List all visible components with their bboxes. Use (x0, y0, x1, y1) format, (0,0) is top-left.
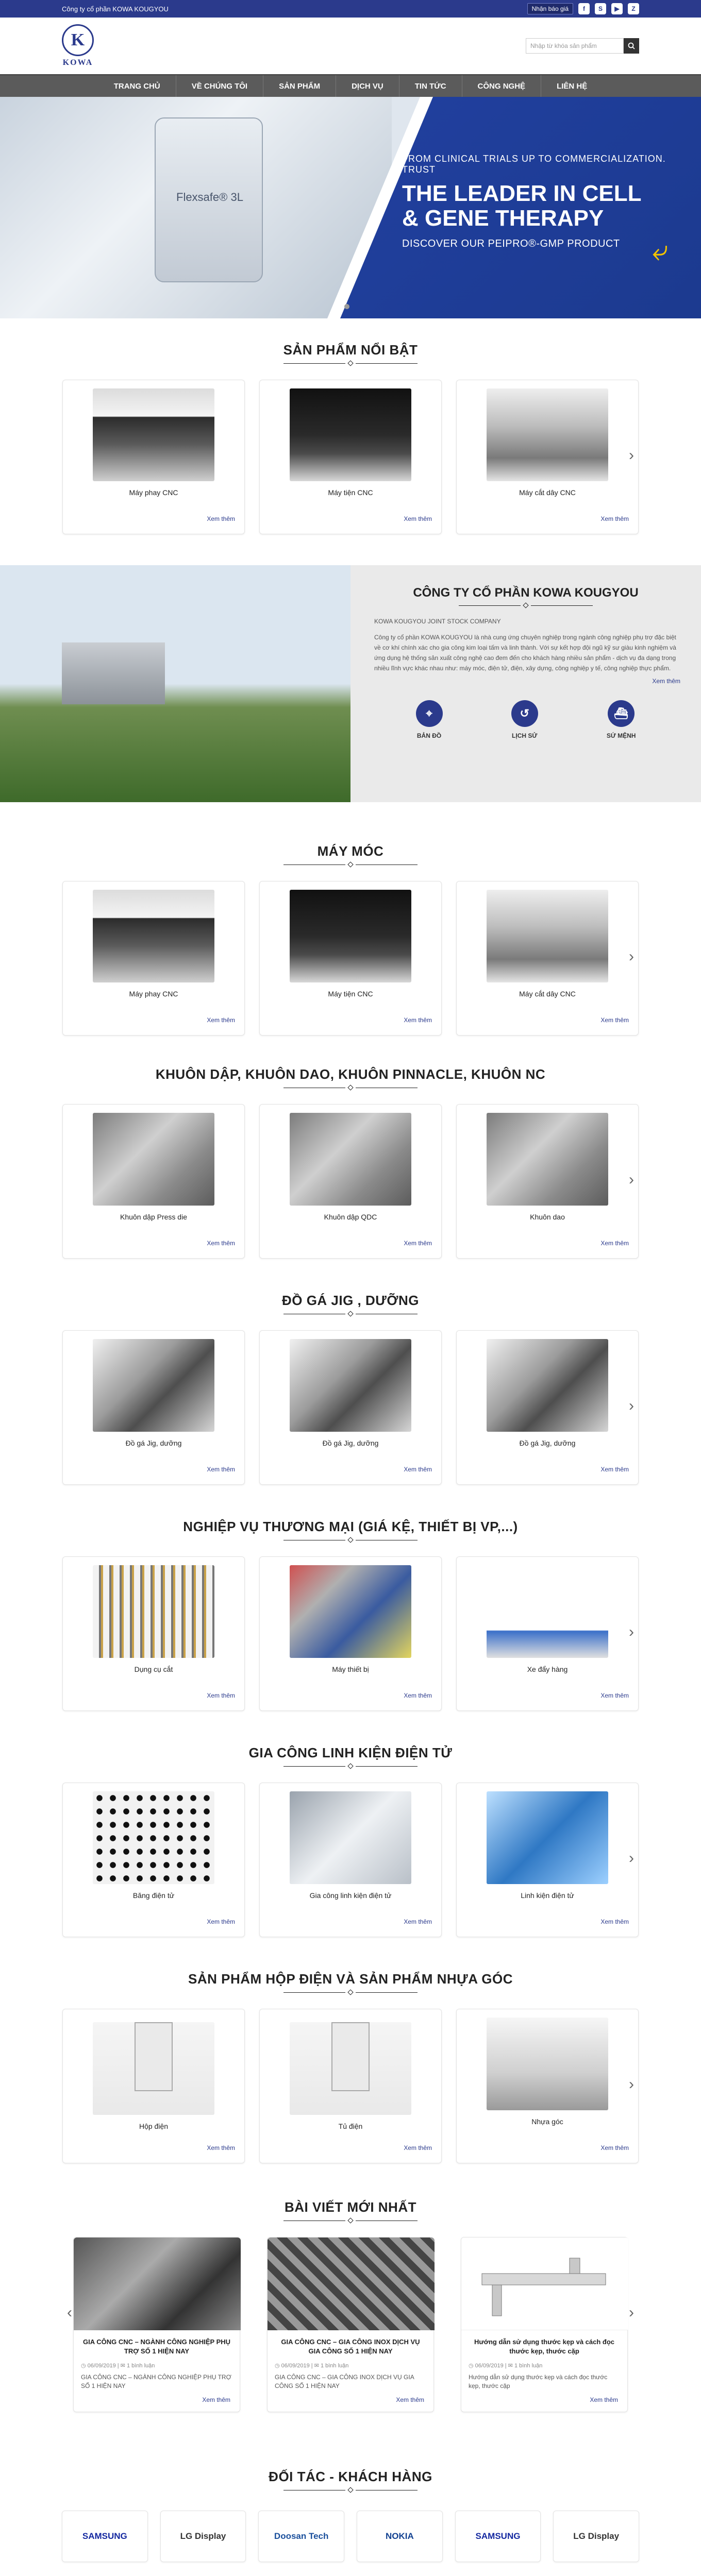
divider (62, 1990, 639, 1994)
ship-icon: ⛴ (608, 700, 635, 727)
product-more-link[interactable]: Xem thêm (600, 1016, 629, 1024)
product-card[interactable] (259, 1104, 442, 1259)
youtube-icon[interactable]: ▶ (611, 3, 623, 14)
company-section (0, 565, 701, 802)
company-features (381, 700, 670, 739)
section-title: NGHIỆP VỤ THƯƠNG MẠI (GIÁ KỆ, THIẾT BỊ VP,...) (183, 1519, 518, 1534)
news-card-title[interactable]: GIA CÔNG CNC – NGÀNH CÔNG NGHIỆP PHỤ TRỢ SỐ 1 HIỆN NAY (82, 2338, 231, 2355)
news-more-link[interactable]: Xem thêm (590, 2396, 618, 2403)
product-section (62, 1293, 639, 1485)
partner-logo[interactable]: NOKIA (357, 2511, 443, 2562)
feature-label: LỊCH SỬ (512, 732, 538, 739)
product-carousel (62, 380, 639, 534)
news-meta: ◷ 06/09/2019 | ✉ 1 bình luận (469, 2363, 543, 2369)
news-excerpt: GIA CÔNG CNC – GIA CÔNG INOX DỊCH VỤ GIA CÔNG SỐ 1 HIỆN NAY (275, 2374, 414, 2389)
product-section (62, 843, 639, 1036)
nav-item-about[interactable]: VỀ CHÚNG TÔI (176, 75, 263, 97)
chevron-right-icon[interactable]: › (629, 1850, 634, 1867)
chevron-right-icon[interactable]: › (629, 948, 634, 965)
section-title: KHUÔN DẬP, KHUÔN DAO, KHUÔN PINNACLE, KHUÔN NC (155, 1066, 546, 1082)
divider (62, 2218, 639, 2223)
news-image (268, 2238, 435, 2330)
news-excerpt: Hướng dẫn sử dụng thước kẹp và cách đọc thước kẹp, thước cặp (469, 2374, 608, 2389)
product-name[interactable]: Đồ gá Jig, dưỡng (125, 1439, 182, 1447)
product-name[interactable]: Khuôn dập Press die (120, 1213, 187, 1221)
product-image (93, 890, 214, 982)
divider (62, 862, 639, 867)
chevron-right-icon[interactable]: › (629, 1397, 634, 1414)
product-name[interactable]: Máy cắt dây CNC (519, 990, 576, 998)
product-image (290, 2022, 411, 2115)
product-image (487, 890, 608, 982)
hero-banner[interactable] (0, 97, 701, 318)
company-subtitle: KOWA KOUGYOU JOINT STOCK COMPANY (374, 618, 501, 625)
product-card[interactable] (456, 881, 639, 1036)
curved-arrow-icon: ⤶ (652, 234, 669, 266)
quote-button[interactable]: Nhận báo giá (527, 3, 573, 14)
news-card-title[interactable]: GIA CÔNG CNC – GIA CÔNG INOX DỊCH VỤ GIA CÔNG SỐ 1 HIỆN NAY (281, 2338, 420, 2355)
product-more-link[interactable]: Xem thêm (404, 1918, 432, 1925)
news-image (461, 2238, 628, 2330)
product-more-link[interactable]: Xem thêm (207, 1240, 235, 1247)
product-card[interactable] (456, 1556, 639, 1711)
product-image (487, 1339, 608, 1432)
product-name[interactable]: Khuôn dao (530, 1213, 565, 1221)
product-card[interactable] (62, 1104, 245, 1259)
company-image (0, 565, 350, 802)
product-card[interactable] (456, 1104, 639, 1259)
top-bar (0, 0, 701, 18)
news-card-title[interactable]: Hướng dẫn sử dụng thước kẹp và cách đọc thước kẹp, thước cặp (474, 2338, 615, 2355)
header (0, 18, 701, 74)
product-image (93, 1339, 214, 1432)
company-title: CÔNG TY CỔ PHẦN KOWA KOUGYOU (413, 586, 639, 600)
product-card[interactable] (259, 1783, 442, 1937)
product-name[interactable]: Đồ gá Jig, dưỡng (519, 1439, 576, 1447)
product-name[interactable]: Xe đẩy hàng (527, 1665, 568, 1673)
news-section (0, 2199, 701, 2412)
history-icon: ↺ (511, 700, 538, 727)
product-section (62, 1745, 639, 1937)
product-more-link[interactable]: Xem thêm (207, 1918, 235, 1925)
product-name[interactable]: Gia công linh kiện điện tử (309, 1891, 392, 1900)
section-title: ĐỒ GÁ JIG , DƯỠNG (281, 1293, 420, 1308)
product-more-link[interactable]: Xem thêm (404, 1016, 432, 1024)
product-image (487, 2018, 608, 2110)
product-name[interactable]: Máy phay CNC (129, 990, 178, 998)
product-more-link[interactable]: Xem thêm (404, 2144, 432, 2151)
product-name[interactable]: Băng điện tử (132, 1891, 175, 1900)
product-more-link[interactable]: Xem thêm (404, 1692, 432, 1699)
product-more-link[interactable]: Xem thêm (600, 1466, 629, 1473)
product-image (93, 1565, 214, 1658)
chevron-right-icon[interactable]: › (629, 2076, 634, 2093)
product-carousel (62, 881, 639, 1036)
hero-bag-image (155, 117, 263, 282)
main-nav (0, 74, 701, 97)
feature-label: SỨ MỆNH (606, 732, 636, 739)
chevron-right-icon[interactable]: › (629, 2304, 634, 2321)
divider (62, 361, 639, 365)
product-more-link[interactable]: Xem thêm (207, 2144, 235, 2151)
product-carousel (62, 1556, 639, 1711)
product-name[interactable]: Máy tiện CNC (328, 990, 373, 998)
skype-icon[interactable]: S (595, 3, 606, 14)
partners-title: ĐỐI TÁC - KHÁCH HÀNG (269, 2469, 432, 2484)
product-card[interactable] (456, 2009, 639, 2163)
product-name[interactable]: Khuôn dập QDC (324, 1213, 377, 1221)
product-section (62, 1066, 639, 1259)
news-meta: ◷ 06/09/2019 | ✉ 1 bình luận (81, 2363, 155, 2369)
nav-item-news[interactable]: TIN TỨC (399, 75, 462, 97)
zalo-icon[interactable]: Z (628, 3, 639, 14)
news-more-link[interactable]: Xem thêm (202, 2396, 230, 2403)
facebook-icon[interactable]: f (578, 3, 590, 14)
news-more-link[interactable]: Xem thêm (396, 2396, 424, 2403)
product-card[interactable] (62, 2009, 245, 2163)
product-more-link[interactable]: Xem thêm (207, 515, 235, 522)
news-title: BÀI VIẾT MỚI NHẤT (284, 2199, 416, 2215)
product-image (487, 1791, 608, 1884)
product-card[interactable] (259, 2009, 442, 2163)
product-more-link[interactable]: Xem thêm (600, 1240, 629, 1247)
news-excerpt: GIA CÔNG CNC – NGÀNH CÔNG NGHIỆP PHỤ TRỢ SỐ 1 HIỆN NAY (81, 2374, 231, 2389)
product-image (93, 1791, 214, 1884)
hero-line3[interactable]: DISCOVER OUR PEIPRO®-GMP PRODUCT (402, 238, 620, 249)
hero-bag-label: Flexsafe® 3L (176, 191, 243, 204)
product-more-link[interactable]: Xem thêm (404, 515, 432, 522)
product-card[interactable] (456, 1330, 639, 1485)
chevron-right-icon[interactable]: › (629, 1171, 634, 1188)
logo[interactable] (62, 24, 94, 67)
product-card[interactable] (259, 380, 442, 534)
nav-item-technology[interactable]: CÔNG NGHỆ (462, 75, 542, 97)
product-name[interactable]: Máy thiết bị (332, 1665, 369, 1673)
section-title: SẢN PHẨM HỘP ĐIỆN VÀ SẢN PHẨM NHỰA GÓC (188, 1971, 513, 1987)
chevron-right-icon[interactable]: › (629, 447, 634, 464)
product-image (93, 388, 214, 481)
product-name[interactable]: Máy tiện CNC (328, 488, 373, 497)
company-description: Công ty cổ phần KOWA KOUGYOU là nhà cung ứng chuyên nghiệp trong ngành công nghiệp phụ trợ đặc biệt về cơ khí chính xác cho gia công kim loại tấm và linh thành. Với sự kết hợp đội ngũ kỹ sư giàu kinh nghiệm và ứng dụng hệ thống sản xuất công nghệ cao đem đến cho khách hàng nhiều sản phẩm - dịch vụ đa dạng trong nhiều lĩnh vực khác nhau như: máy móc, điện tử, điện, xây dựng, công nghiệp y tế, công nghiệp thực phẩm. (374, 634, 676, 672)
divider (62, 1764, 639, 1768)
feature-map[interactable] (416, 700, 443, 739)
product-more-link[interactable]: Xem thêm (600, 1692, 629, 1699)
slider-dot[interactable] (344, 304, 349, 309)
product-card[interactable] (259, 1556, 442, 1711)
news-card[interactable] (73, 2237, 240, 2412)
product-name[interactable]: Hộp điện (139, 2122, 169, 2130)
product-more-link[interactable]: Xem thêm (600, 515, 629, 522)
chevron-right-icon[interactable]: › (629, 1623, 634, 1640)
product-card[interactable] (62, 1783, 245, 1937)
product-name[interactable]: Máy phay CNC (129, 488, 178, 497)
product-card[interactable] (62, 1330, 245, 1485)
section-title: MÁY MÓC (317, 843, 384, 859)
product-section (62, 1971, 639, 2163)
chevron-left-icon[interactable]: ‹ (67, 2304, 72, 2321)
news-carousel (62, 2237, 639, 2412)
nav-item-contact[interactable]: LIÊN HỆ (557, 81, 588, 91)
product-name[interactable]: Dụng cụ cắt (134, 1665, 173, 1673)
feature-label: BẢN ĐỒ (416, 732, 442, 739)
logo-name: KOWA (62, 58, 93, 67)
power-plant-image (62, 642, 165, 704)
divider (62, 1538, 639, 1542)
slider-dots (335, 304, 349, 309)
product-more-link[interactable]: Xem thêm (600, 2144, 629, 2151)
product-section (62, 342, 639, 534)
company-more-link[interactable]: Xem thêm (652, 677, 680, 685)
product-carousel (62, 1104, 639, 1259)
product-image (487, 1565, 608, 1658)
product-card[interactable] (62, 380, 245, 534)
top-bar-right (527, 3, 639, 14)
product-more-link[interactable]: Xem thêm (207, 1466, 235, 1473)
product-name[interactable]: Tủ điện (338, 2122, 363, 2130)
product-carousel (62, 1783, 639, 1937)
company-info (350, 565, 701, 802)
news-meta: ◷ 06/09/2019 | ✉ 1 bình luận (275, 2363, 349, 2369)
product-name[interactable]: Máy cắt dây CNC (519, 488, 576, 497)
divider (62, 1086, 639, 1090)
logo-mark: K (62, 24, 94, 56)
product-image (290, 1113, 411, 1206)
hero-line2b: & GENE THERAPY (402, 206, 604, 231)
section-title: GIA CÔNG LINH KIỆN ĐIỆN TỬ (248, 1745, 453, 1760)
nav-item-services[interactable]: DỊCH VỤ (336, 75, 399, 97)
feature-mission[interactable] (607, 700, 636, 739)
product-card[interactable] (259, 1330, 442, 1485)
partners-section (0, 2469, 701, 2562)
partner-logo[interactable]: LG Display (160, 2511, 246, 2562)
partner-logo[interactable]: Doosan Tech (258, 2511, 344, 2562)
product-card[interactable] (259, 881, 442, 1036)
product-card[interactable] (456, 380, 639, 534)
hero-line1: FROM CLINICAL TRIALS UP TO COMMERCIALIZATION. TRUST (402, 154, 666, 175)
divider (350, 603, 701, 607)
search-box (526, 38, 639, 54)
product-name[interactable]: Nhựa góc (531, 2117, 563, 2126)
product-more-link[interactable]: Xem thêm (404, 1240, 432, 1247)
nav-item-products[interactable]: SẢN PHẨM (263, 75, 336, 97)
divider (62, 2488, 639, 2492)
partner-logo[interactable]: LG Display (553, 2511, 639, 2562)
product-card[interactable] (62, 1556, 245, 1711)
product-image (290, 388, 411, 481)
top-bar-company: Công ty cổ phần KOWA KOUGYOU (62, 5, 169, 13)
product-more-link[interactable]: Xem thêm (207, 1692, 235, 1699)
product-name[interactable]: Linh kiện điện tử (521, 1891, 574, 1900)
search-input[interactable]: Nhập từ khóa sản phẩm (526, 38, 624, 54)
feature-history[interactable] (511, 700, 538, 739)
partner-logo[interactable]: SAMSUNG (455, 2511, 541, 2562)
product-image (93, 1113, 214, 1206)
product-card[interactable] (62, 881, 245, 1036)
product-card[interactable] (456, 1783, 639, 1937)
product-carousel (62, 2009, 639, 2163)
divider (62, 1312, 639, 1316)
product-image (487, 388, 608, 481)
product-more-link[interactable]: Xem thêm (207, 1016, 235, 1024)
product-image (290, 1791, 411, 1884)
map-pin-icon: ⌖ (416, 700, 443, 727)
nav-item-home[interactable]: TRANG CHỦ (98, 75, 176, 97)
news-card[interactable] (461, 2237, 628, 2412)
product-image (487, 1113, 608, 1206)
product-image (290, 1565, 411, 1658)
hero-line2a: THE LEADER IN CELL (402, 181, 642, 206)
slider-dot[interactable] (335, 304, 340, 309)
product-more-link[interactable]: Xem thêm (404, 1466, 432, 1473)
product-carousel (62, 1330, 639, 1485)
product-image (290, 890, 411, 982)
search-icon[interactable] (624, 38, 639, 54)
news-image (74, 2238, 241, 2330)
news-card[interactable] (267, 2237, 434, 2412)
section-title: SẢN PHẨM NỔI BẬT (283, 342, 418, 358)
partners-list (62, 2511, 639, 2562)
product-image (290, 1339, 411, 1432)
product-section (62, 1519, 639, 1711)
partner-logo[interactable]: SAMSUNG (62, 2511, 148, 2562)
product-image (93, 2022, 214, 2115)
product-more-link[interactable]: Xem thêm (600, 1918, 629, 1925)
product-name[interactable]: Đồ gá Jig, dưỡng (322, 1439, 379, 1447)
